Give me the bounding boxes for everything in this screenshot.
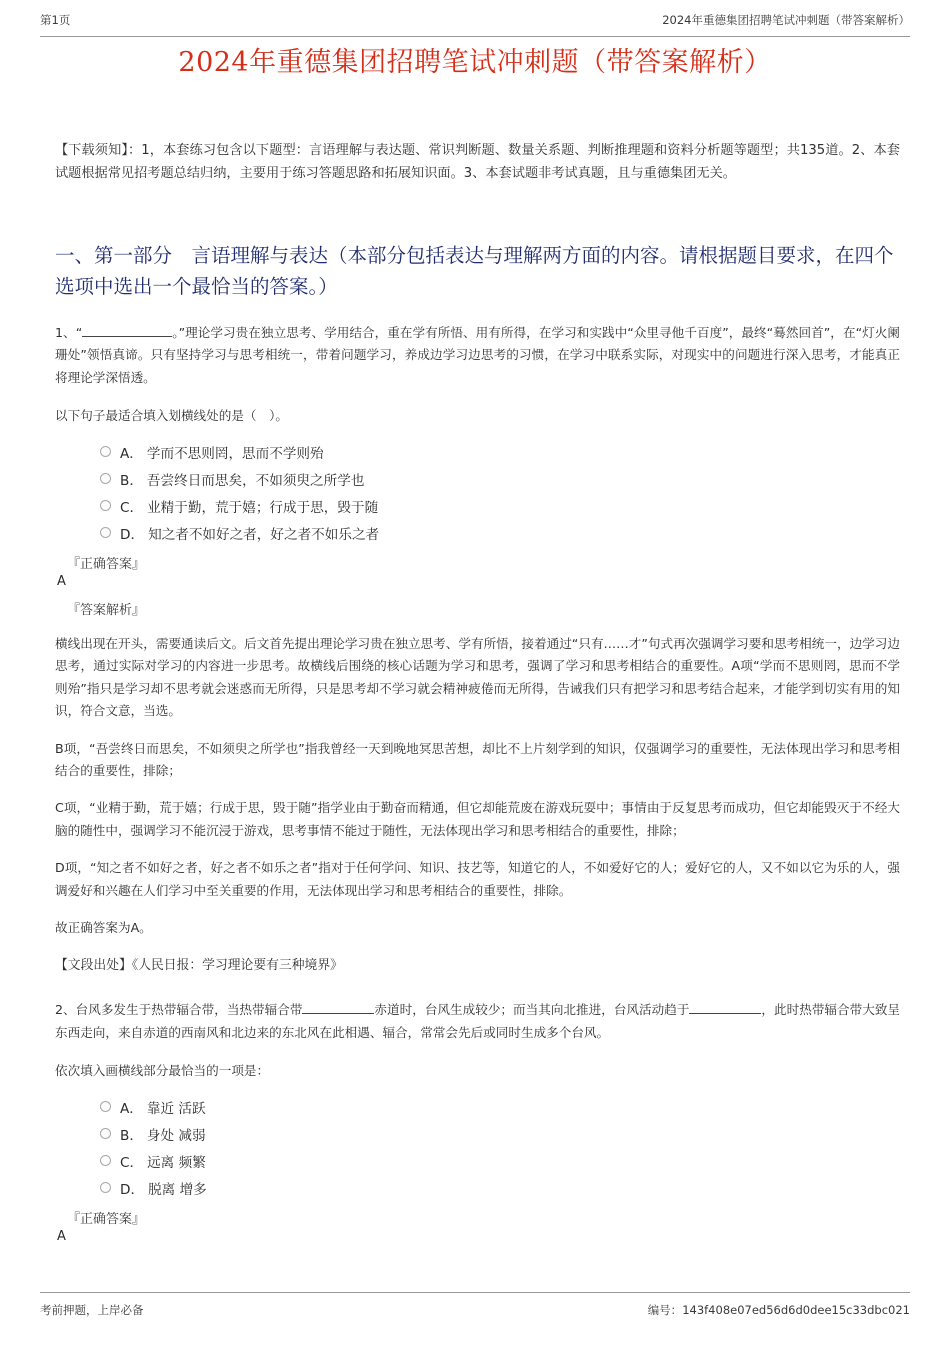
question-2-answer-label: 『正确答案』 — [67, 1212, 146, 1228]
footer-serial-label: 编号： — [647, 1303, 683, 1317]
question-2-blank-2 — [689, 1013, 761, 1014]
question-2-option-a[interactable] — [100, 1093, 900, 1120]
question-1-stem-text: 。”理论学习贵在独立思考、学用结合，重在学有所悟、用有所得，在学习和实践中“众里寻他千百度”，最终“蓦然回首”，在“灯火阑珊处”领悟真谛。只有坚持学习与思考相统一，带着问题学习，养成边学习边思考的习惯，在学习中联系实际，对现实中的问题进行深入思考，才能真正将理论学深悟透。 — [55, 324, 900, 385]
option-text: 靠近 活跃 — [146, 1100, 206, 1117]
radio-button-icon[interactable] — [100, 527, 111, 538]
option-text: 知之者不如好之者，好之者不如乐之者 — [148, 526, 380, 543]
question-1-options — [55, 438, 900, 546]
question-1-analysis-conclusion: 故正确答案为A。 — [55, 920, 152, 936]
question-1-option-a[interactable] — [100, 438, 900, 465]
option-letter: A． — [120, 445, 143, 462]
option-letter: D． — [120, 526, 145, 543]
question-1-source: 【文段出处】《人民日报：学习理论要有三种境界》 — [55, 958, 343, 974]
question-1-stem — [55, 322, 900, 389]
option-text: 吾尝终日而思矣，不如须臾之所学也 — [146, 472, 365, 489]
question-1-analysis-label: 『答案解析』 — [67, 602, 146, 618]
question-2-options — [55, 1093, 900, 1201]
question-2-option-d[interactable] — [100, 1174, 900, 1201]
question-1-answer-value: A — [57, 574, 66, 590]
question-1-option-b[interactable] — [100, 465, 900, 492]
question-1-analysis-para-3: C项，“业精于勤，荒于嬉；行成于思，毁于随”指学业由于勤奋而精通，但它却能荒废在游戏玩耍中；事情由于反复思考而成功，但它却能毁灭于不经大脑的随性中，强调学习不能沉浸于游戏，思考事情不能过于随性，无法体现出学习和思考相结合的重要性，排除； — [55, 800, 900, 838]
option-text: 业精于勤，荒于嬉；行成于思，毁于随 — [147, 499, 379, 516]
radio-button-icon[interactable] — [100, 1101, 111, 1112]
running-header — [40, 12, 910, 37]
page-number-label: 第1页 — [40, 13, 71, 27]
question-2-number: 2、 — [55, 1002, 76, 1018]
question-2-option-c[interactable] — [100, 1147, 900, 1174]
question-1-quote-open: “ — [75, 324, 83, 340]
question-1-prompt: 以下句子最适合填入划横线处的是（ ）。 — [55, 408, 288, 424]
running-footer — [40, 1292, 910, 1323]
option-letter: B． — [120, 472, 143, 489]
question-1-analysis-para-4: D项，“知之者不如好之者，好之者不如乐之者”指对于任何学问、知识、技艺等，知道它的人，不如爱好它的人；爱好它的人，又不如以它为乐的人，强调爱好和兴趣在人们学习中至关重要的作用，无法体现出学习和思考相结合的重要性，排除。 — [55, 860, 900, 898]
download-notice: 【下载须知】：1，本套练习包含以下题型：言语理解与表达题、常识判断题、数量关系题、判断推理题和资料分析题等题型；共135道。2、本套试题根据常见招考题总结归纳，主要用于练习答题思路和拓展知识面。3、本套试题非考试真题，且与重德集团无关。 — [55, 143, 900, 181]
option-text: 远离 频繁 — [147, 1154, 206, 1171]
running-header-title: 2024年重德集团招聘笔试冲刺题（带答案解析） — [662, 13, 910, 27]
question-1-number: 1、 — [55, 324, 76, 340]
question-2-stem-text-3: ，此时热带辐合带大致呈东西走向，来自赤道的西南风和北边来的东北风在此相遇、辐合，常常会先后或同时生成多个台风。 — [55, 1002, 901, 1040]
option-letter: C． — [120, 1154, 144, 1171]
option-letter: A． — [120, 1100, 143, 1117]
footer-serial — [648, 1302, 910, 1318]
question-1-option-c[interactable] — [100, 492, 900, 519]
question-2-prompt: 依次填入画横线部分最恰当的一项是： — [55, 1063, 270, 1078]
question-2-blank-1 — [302, 1013, 374, 1014]
option-text: 身处 减弱 — [146, 1127, 206, 1144]
question-1-answer-label: 『正确答案』 — [67, 557, 146, 573]
section-heading: 一、第一部分 言语理解与表达（本部分包括表达与理解两方面的内容。请根据题目要求，在四个选项中选出一个最恰当的答案。） — [55, 244, 894, 298]
question-block-2 — [55, 999, 900, 1247]
option-text: 脱离 增多 — [148, 1181, 207, 1198]
question-2-stem-text-2: 赤道时，台风生成较少；而当其向北推进，台风活动趋于 — [374, 1002, 690, 1018]
question-2-answer-value: A — [57, 1229, 66, 1245]
question-1-analysis-para-2: B项，“吾尝终日而思矣，不如须臾之所学也”指我曾经一天到晚地冥思苦想，却比不上片刻学到的知识，仅强调学习的重要性，无法体现出学习和思考相结合的重要性，排除； — [55, 740, 900, 778]
footer-slogan: 考前押题，上岸必备 — [40, 1303, 144, 1317]
question-1-blank — [82, 336, 172, 337]
radio-button-icon[interactable] — [100, 473, 111, 484]
radio-button-icon[interactable] — [100, 1155, 111, 1166]
option-letter: D． — [120, 1181, 145, 1198]
radio-button-icon[interactable] — [100, 1182, 111, 1193]
question-2-option-b[interactable] — [100, 1120, 900, 1147]
option-letter: B． — [120, 1127, 143, 1144]
question-block-1 — [55, 322, 900, 977]
document-body — [55, 140, 900, 1247]
question-2-stem-text-1: 台风多发生于热带辐合带，当热带辐合带 — [75, 1002, 303, 1018]
question-2-stem — [55, 999, 900, 1044]
radio-button-icon[interactable] — [100, 446, 111, 457]
option-letter: C． — [120, 499, 144, 516]
radio-button-icon[interactable] — [100, 1128, 111, 1139]
question-1-analysis-para-1: 横线出现在开头，需要通读后文。后文首先提出理论学习贵在独立思考、学有所悟，接着通过“只有……才”句式再次强调学习要和思考相统一，边学习边思考，通过实际对学习的内容进一步思考。故横线后围绕的核心话题为学习和思考，强调了学习和思考相结合的重要性。A项“学而不思则罔，思而不学则殆”指只是学习却不思考就会迷惑而无所得，只是思考却不学习就会精神疲倦而无所得，告诫我们只有把学习和思考结合起来，才能学到切实有用的知识，符合文意，当选。 — [55, 635, 900, 719]
radio-button-icon[interactable] — [100, 500, 111, 511]
question-1-option-d[interactable] — [100, 519, 900, 546]
option-text: 学而不思则罔，思而不学则殆 — [146, 445, 324, 462]
document-title: 2024年重德集团招聘笔试冲刺题（带答案解析） — [178, 47, 772, 78]
footer-serial-value: 143f408e07ed56d6d0dee15c33dbc021 — [682, 1303, 910, 1317]
